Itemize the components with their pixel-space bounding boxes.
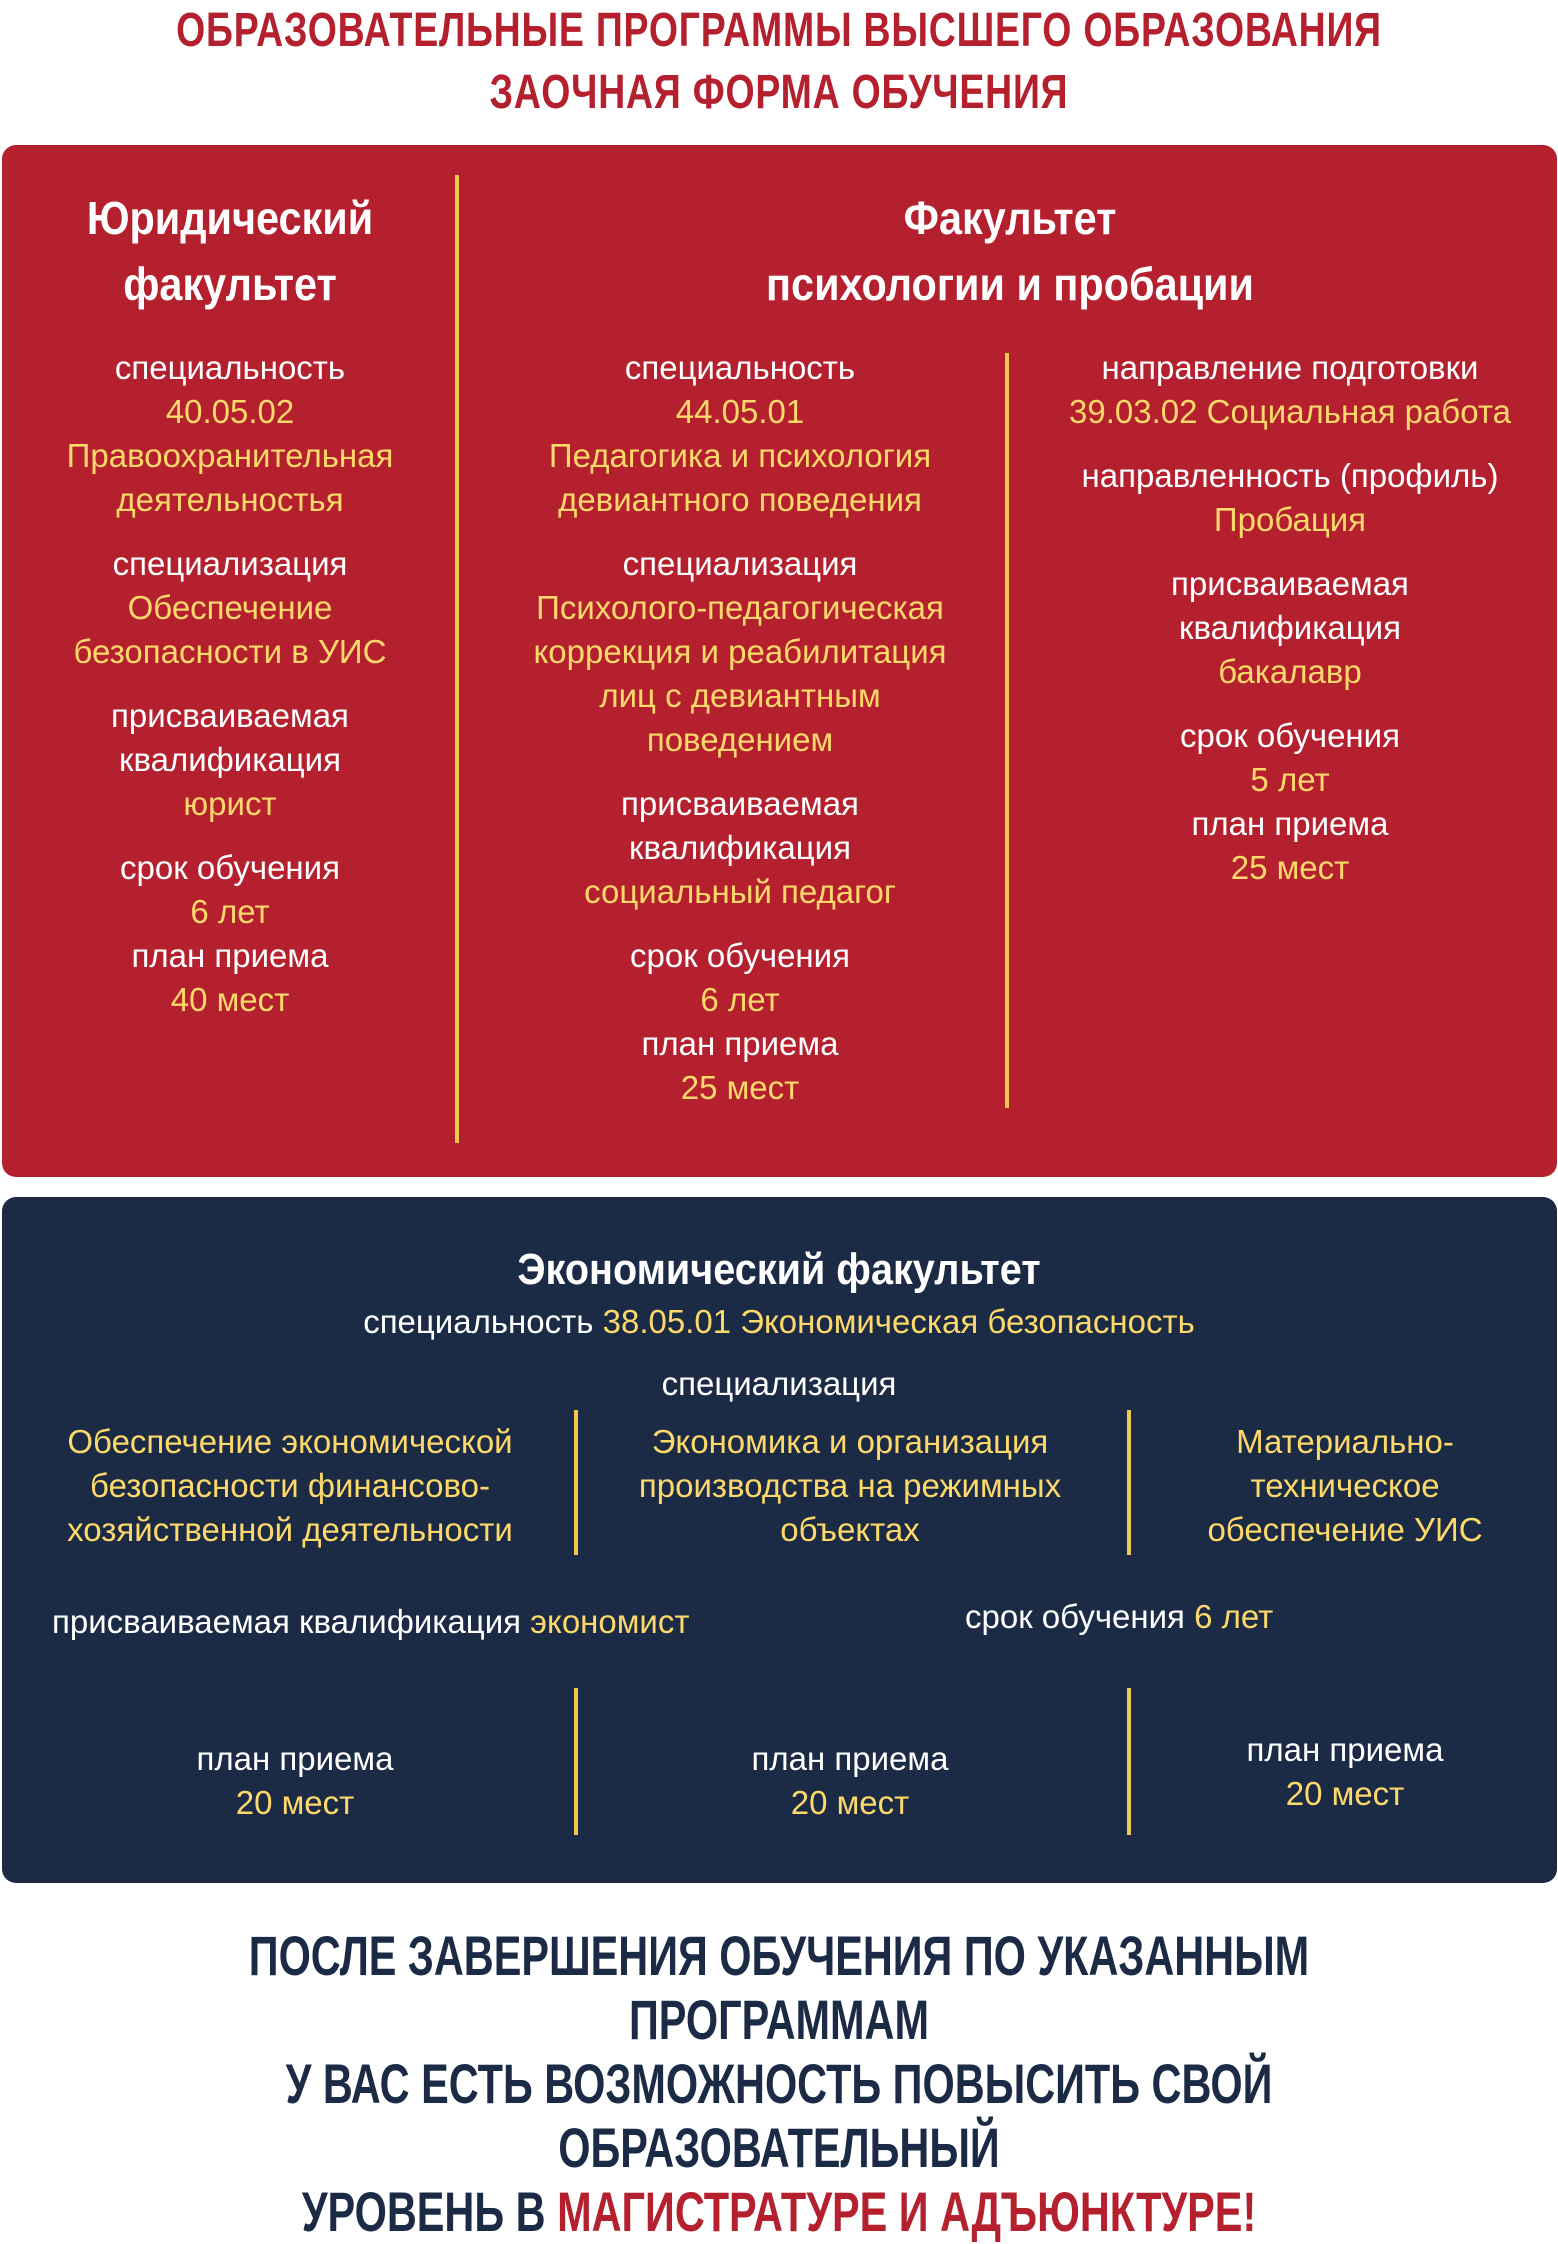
psych1-specialization-3: лиц с девиантным [599, 677, 881, 714]
psych1-specialization-1: Психолого-педагогическая [536, 589, 944, 626]
econ-plan-2-label: план приема [751, 1740, 949, 1777]
footer-line-2: У ВАС ЕСТЬ ВОЗМОЖНОСТЬ ПОВЫСИТЬ СВОЙ ОБРАЗОВАТЕЛЬНЫЙ [285, 2052, 1273, 2179]
econ-specialization-2 [590, 1420, 1110, 1552]
psych1-plan-label: план приема [641, 1025, 839, 1062]
psych2-profile: Пробация [1213, 501, 1367, 538]
law-qual: юрист [183, 785, 277, 822]
psych1-qual: социальный педагог [584, 873, 896, 910]
law-spec-code: 40.05.02 [165, 393, 295, 430]
law-plan: 40 мест [170, 981, 290, 1018]
econ-spz1-line-2: безопасности финансово- [90, 1467, 490, 1504]
divider-law-psych [455, 175, 459, 1143]
econ-term-line [965, 1595, 1465, 1639]
econ-spz3-line-2: техническое [1250, 1467, 1440, 1504]
psych1-specialization-4: поведением [646, 721, 834, 758]
econ-plan-2-value: 20 мест [790, 1784, 910, 1821]
psych-title-line-2: психологии и пробации [766, 258, 1254, 310]
psych1-term-label: срок обучения [630, 937, 850, 974]
law-column [20, 346, 440, 1022]
psych2-profile-label: направленность (профиль) [1081, 457, 1499, 494]
econ-spz2-line-1: Экономика и организация [651, 1423, 1049, 1460]
psych-column-1 [510, 346, 970, 1110]
econ-qual-line [52, 1600, 752, 1644]
econ-plan-divider-1 [574, 1688, 578, 1835]
econ-spz2-line-3: объектах [780, 1511, 920, 1548]
econ-spec-label: специальность [363, 1303, 594, 1340]
psych2-qual: бакалавр [1218, 653, 1362, 690]
header-line-1: ОБРАЗОВАТЕЛЬНЫЕ ПРОГРАММЫ ВЫСШЕГО ОБРАЗОВАНИЯ [176, 4, 1382, 57]
econ-term: 6 лет [1194, 1598, 1274, 1635]
psych-column-2 [1030, 346, 1550, 890]
econ-qual: экономист [530, 1603, 690, 1640]
econ-spz2-line-2: производства на режимных [638, 1467, 1062, 1504]
econ-divider-1 [574, 1410, 578, 1555]
psych2-term: 5 лет [1250, 761, 1330, 798]
econ-plan-1-label: план приема [196, 1740, 394, 1777]
econ-faculty-title: Экономический факультет [517, 1245, 1041, 1294]
law-spec-label: специальность [114, 349, 346, 386]
psych1-qual-label-1: присваиваемая [621, 785, 859, 822]
psych2-dir-label: направление подготовки [1101, 349, 1479, 386]
econ-divider-2 [1127, 1410, 1131, 1555]
law-qual-label-2: квалификация [119, 741, 341, 778]
econ-plan-3 [1140, 1728, 1550, 1816]
footer-highlight: МАГИСТРАТУРЕ И АДЪЮНКТУРЕ! [557, 2180, 1257, 2243]
header-line-2: ЗАОЧНАЯ ФОРМА ОБУЧЕНИЯ [489, 66, 1069, 119]
econ-specialization-label: специализация [661, 1365, 897, 1402]
law-faculty-title [50, 185, 410, 317]
psych1-spec-code: 44.05.01 [675, 393, 805, 430]
law-specialization-2: безопасности в УИС [73, 633, 387, 670]
footer-line-3-prefix: УРОВЕНЬ В [301, 2180, 558, 2243]
econ-plan-1-value: 20 мест [235, 1784, 355, 1821]
econ-plan-divider-2 [1127, 1688, 1131, 1835]
econ-spz1-line-3: хозяйственной деятельности [67, 1511, 513, 1548]
econ-term-label: срок обучения [965, 1598, 1185, 1635]
econ-specialization-3 [1140, 1420, 1550, 1552]
psych1-qual-label-2: квалификация [629, 829, 851, 866]
econ-spz3-line-1: Материально- [1236, 1423, 1454, 1460]
law-specialization-1: Обеспечение [127, 589, 333, 626]
econ-spec-line [0, 1300, 1558, 1344]
psych1-plan: 25 мест [680, 1069, 800, 1106]
econ-plan-3-label: план приема [1246, 1731, 1444, 1768]
divider-psych-columns [1005, 353, 1009, 1108]
footer-line-1: ПОСЛЕ ЗАВЕРШЕНИЯ ОБУЧЕНИЯ ПО УКАЗАННЫМ ПРОГРАММАМ [248, 1924, 1310, 2051]
econ-qual-label: присваиваемая квалификация [52, 1603, 521, 1640]
psych1-spec-name-1: Педагогика и психология [548, 437, 932, 474]
footer-message [203, 1924, 1356, 2244]
law-title-line-2: факультет [123, 258, 337, 310]
law-term-label: срок обучения [120, 849, 340, 886]
law-specialization-label: специализация [112, 545, 348, 582]
law-plan-label: план приема [131, 937, 329, 974]
econ-plan-1 [90, 1737, 500, 1825]
econ-plan-3-value: 20 мест [1285, 1775, 1405, 1812]
econ-specialization-1 [20, 1420, 560, 1552]
psych2-term-label: срок обучения [1180, 717, 1400, 754]
footer-line-3 [203, 2180, 1356, 2244]
econ-plan-2 [645, 1737, 1055, 1825]
psych1-spec-label: специальность [624, 349, 856, 386]
psych2-plan: 25 мест [1230, 849, 1350, 886]
law-title-line-1: Юридический [86, 192, 374, 244]
psych-faculty-title [650, 185, 1370, 317]
psych-title-line-1: Факультет [903, 192, 1117, 244]
psych1-term: 6 лет [700, 981, 780, 1018]
psych2-qual-label-2: квалификация [1179, 609, 1401, 646]
law-spec-name-2: деятельностья [116, 481, 344, 518]
law-spec-name-1: Правоохранительная [66, 437, 394, 474]
psych1-specialization-label: специализация [622, 545, 858, 582]
page-header [171, 0, 1386, 124]
law-term: 6 лет [190, 893, 270, 930]
econ-spz3-line-3: обеспечение УИС [1207, 1511, 1483, 1548]
psych1-specialization-2: коррекция и реабилитация [533, 633, 947, 670]
law-qual-label-1: присваиваемая [111, 697, 349, 734]
psych2-dir: 39.03.02 Социальная работа [1069, 393, 1511, 430]
psych2-qual-label-1: присваиваемая [1171, 565, 1409, 602]
psych2-plan-label: план приема [1191, 805, 1389, 842]
econ-spec: 38.05.01 Экономическая безопасность [602, 1303, 1195, 1340]
econ-spz1-line-1: Обеспечение экономической [67, 1423, 513, 1460]
psych1-spec-name-2: девиантного поведения [558, 481, 922, 518]
